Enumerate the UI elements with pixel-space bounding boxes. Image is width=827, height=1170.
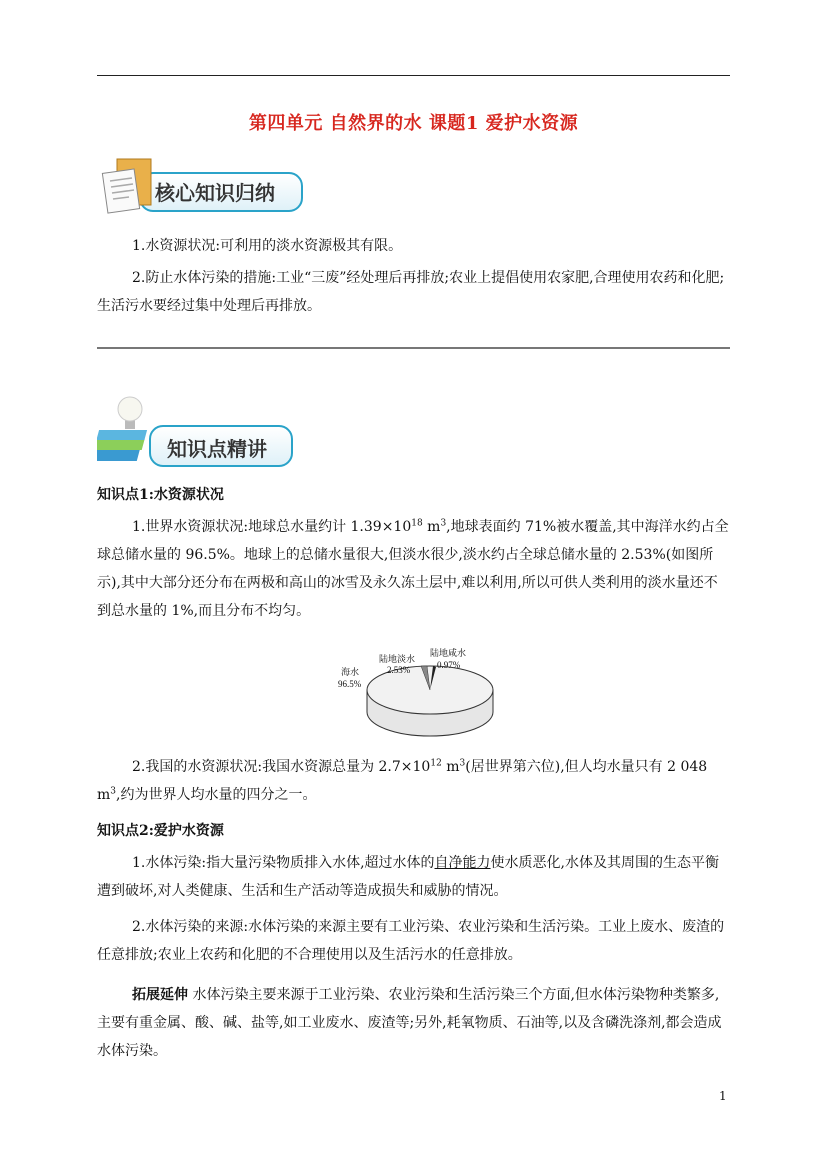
knowledge-1-paragraph-2: 2.我国的水资源状况:我国水资源总量为 $2.7\times 10^{12}$ $m^3$(居世界第六位),但人均水量只有 2 048 $m^3$,约为世界人均水量的四分之一。 [97,758,708,803]
extension-paragraph: 拓展延伸 水体污染主要来源于工业污染、农业污染和生活污染三个方面,但水体污染物种类繁多,主要有重金属、酸、碱、盐等,如工业废水、废渣等;另外,耗氧物质、石油等,以及含磷洗涤剂,都会造成水体污染。 [97,987,722,1059]
pie-label-sea-name: 海水 [341,667,360,677]
self-purification-term: 自净能力 [434,855,491,871]
page-title: 第四单元 自然界的水 课题1 爱护水资源 [248,113,579,134]
knowledge-explanation-label: 知识点精讲 [167,437,267,461]
knowledge-2-paragraph-2: 2.水体污染的来源:水体污染的来源主要有工业污染、农业污染和生活污染。工业上废水、废渣的任意排放;农业上农药和化肥的不合理使用以及生活污水的任意排放。 [97,919,725,963]
core-knowledge-label: 核心知识归纳 [155,181,275,205]
pie-label-salt-name: 陆地咸水 [430,648,467,658]
pie-label-fresh-value: 2.53% [387,665,411,675]
water-distribution-pie-chart [335,640,495,740]
lightbulb-books-icon [97,393,167,473]
pie-label-salt-value: 0.97% [437,660,461,670]
core-point-1: 1.水资源状况:可利用的淡水资源极其有限。 [132,238,403,254]
extension-label: 拓展延伸 [132,987,188,1003]
knowledge-2-paragraph-1: 1.水体污染:指大量污染物质排入水体,超过水体的自净能力使水质恶化,水体及其周围的生态平衡遭到破坏,对人类健康、生活和生产活动等造成损失和威胁的情况。 [97,855,719,899]
knowledge-1-paragraph-1: 1.世界水资源状况:地球总水量约计 $1.39\times 10^{18}$ $m^3$,地球表面约 71%被水覆盖,其中海洋水约占全球总储水量的 96.5%。地球上的总储水量很大,但淡水很少,淡水约占全球总储水量的 2.53%(如图所示),其中大部分还分布在两极和高山的冰雪及永久冻土层中,难以利用,所以可供人类利用的淡水量还不到总水量的 1%,而且分布不均匀。 [97,518,729,619]
core-point-2: 2.防止水体污染的措施:工业“三废”经处理后再排放;农业上提倡使用农家肥,合理使用农药和化肥;生活污水要经过集中处理后再排放。 [97,270,725,314]
knowledge-2-heading: 知识点2:爱护水资源 [97,823,224,839]
pie-label-fresh-name: 陆地淡水 [379,654,416,664]
knowledge-1-heading: 知识点1:水资源状况 [97,487,224,503]
section-divider [97,347,730,349]
knowledge-explanation-banner [97,393,297,473]
pie-label-sea-value: 96.5% [338,679,362,689]
page-number: 1 [719,1089,727,1103]
header-rule [97,75,730,76]
core-knowledge-banner [97,153,307,217]
folder-icon [97,153,161,217]
